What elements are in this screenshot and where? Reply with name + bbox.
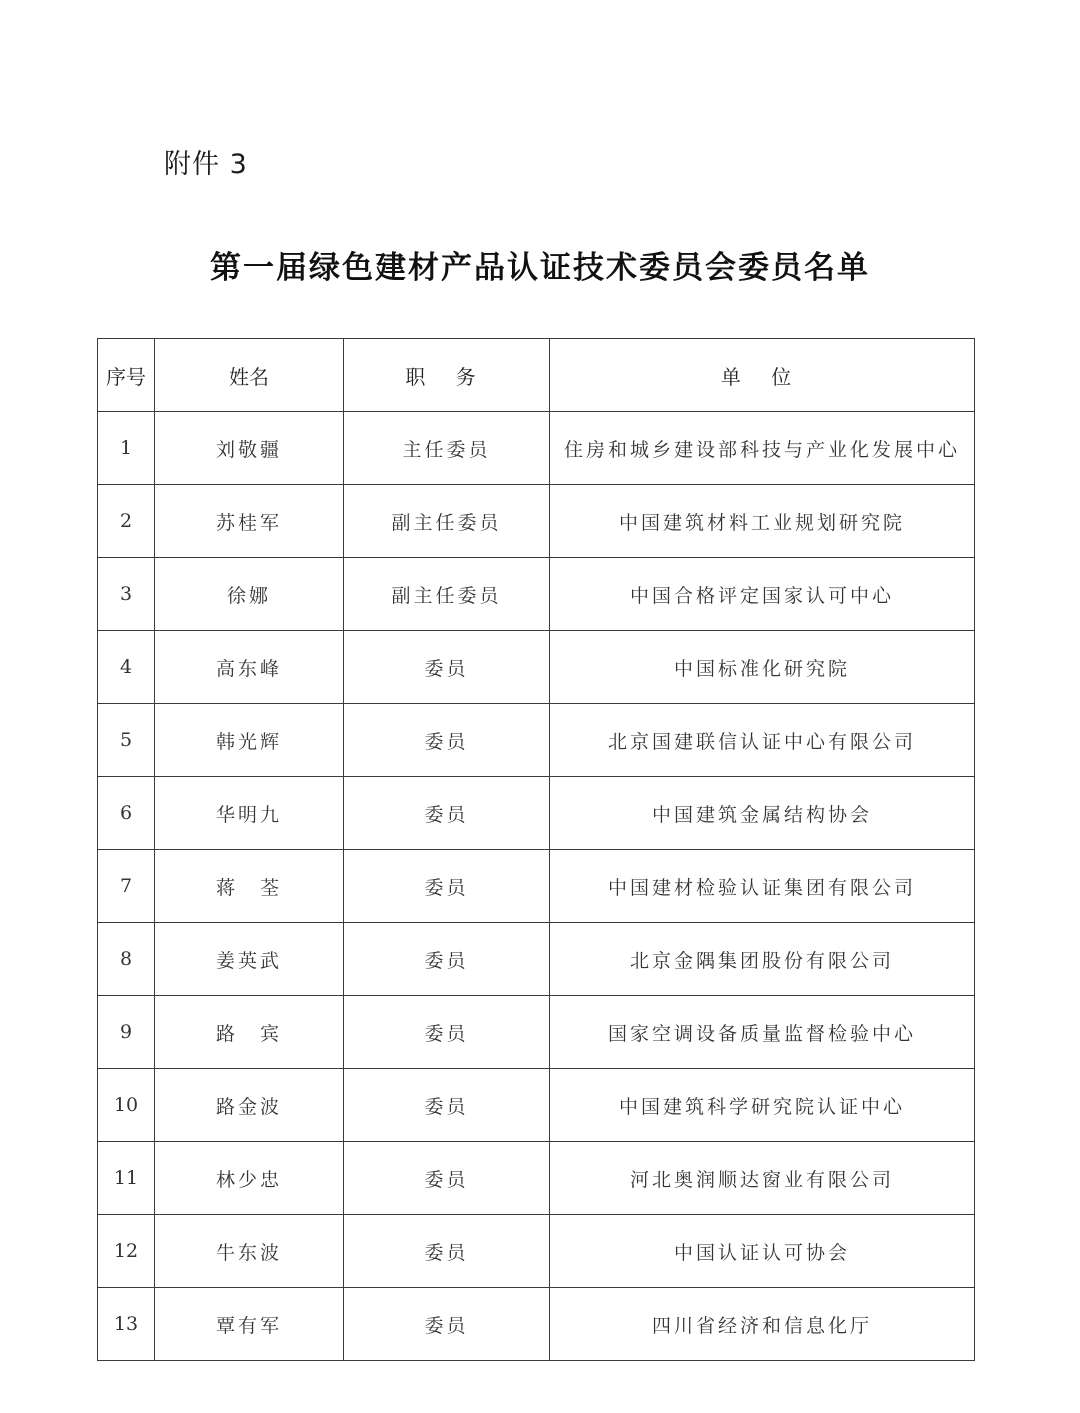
cell-no: 1 <box>98 412 155 485</box>
cell-role: 主任委员 <box>344 412 550 485</box>
cell-name: 华明九 <box>155 777 344 850</box>
cell-name: 牛东波 <box>155 1215 344 1288</box>
table-row <box>98 1142 975 1215</box>
cell-unit: 国家空调设备质量监督检验中心 <box>550 996 975 1069</box>
table-row <box>98 1069 975 1142</box>
cell-unit: 住房和城乡建设部科技与产业化发展中心 <box>550 412 975 485</box>
committee-members-table <box>97 338 975 1361</box>
table-row <box>98 558 975 631</box>
table-header-row <box>98 339 975 412</box>
cell-role: 委员 <box>344 777 550 850</box>
cell-role: 委员 <box>344 996 550 1069</box>
table-row <box>98 704 975 777</box>
cell-role: 委员 <box>344 1142 550 1215</box>
table-row <box>98 412 975 485</box>
cell-role: 副主任委员 <box>344 558 550 631</box>
cell-unit: 中国建筑金属结构协会 <box>550 777 975 850</box>
cell-unit: 北京国建联信认证中心有限公司 <box>550 704 975 777</box>
cell-name: 高东峰 <box>155 631 344 704</box>
cell-name: 徐娜 <box>155 558 344 631</box>
table-row <box>98 485 975 558</box>
attachment-label: 附件 3 <box>164 149 248 180</box>
cell-name: 覃有军 <box>155 1288 344 1361</box>
header-role: 职 务 <box>344 339 550 412</box>
header-unit: 单 位 <box>550 339 975 412</box>
cell-role: 委员 <box>344 1069 550 1142</box>
table-row <box>98 996 975 1069</box>
document-title: 第一届绿色建材产品认证技术委员会委员名单 <box>210 250 870 286</box>
table-row <box>98 1215 975 1288</box>
cell-no: 9 <box>98 996 155 1069</box>
cell-unit: 中国建材检验认证集团有限公司 <box>550 850 975 923</box>
cell-no: 12 <box>98 1215 155 1288</box>
cell-unit: 北京金隅集团股份有限公司 <box>550 923 975 996</box>
cell-role: 委员 <box>344 631 550 704</box>
cell-name: 苏桂军 <box>155 485 344 558</box>
table-row <box>98 850 975 923</box>
cell-name: 路金波 <box>155 1069 344 1142</box>
cell-no: 2 <box>98 485 155 558</box>
cell-no: 6 <box>98 777 155 850</box>
cell-unit: 中国建筑科学研究院认证中心 <box>550 1069 975 1142</box>
cell-role: 委员 <box>344 923 550 996</box>
cell-no: 5 <box>98 704 155 777</box>
cell-unit: 中国标准化研究院 <box>550 631 975 704</box>
header-no: 序号 <box>98 339 155 412</box>
cell-unit: 中国合格评定国家认可中心 <box>550 558 975 631</box>
cell-name: 韩光辉 <box>155 704 344 777</box>
cell-name: 蒋 荃 <box>155 850 344 923</box>
cell-unit: 中国认证认可协会 <box>550 1215 975 1288</box>
cell-role: 委员 <box>344 1288 550 1361</box>
cell-name: 林少忠 <box>155 1142 344 1215</box>
cell-role: 委员 <box>344 704 550 777</box>
cell-no: 8 <box>98 923 155 996</box>
cell-role: 副主任委员 <box>344 485 550 558</box>
cell-name: 姜英武 <box>155 923 344 996</box>
cell-name: 刘敬疆 <box>155 412 344 485</box>
cell-no: 3 <box>98 558 155 631</box>
cell-name: 路 宾 <box>155 996 344 1069</box>
table-row <box>98 1288 975 1361</box>
cell-no: 4 <box>98 631 155 704</box>
cell-no: 11 <box>98 1142 155 1215</box>
table-row <box>98 777 975 850</box>
cell-no: 13 <box>98 1288 155 1361</box>
cell-unit: 河北奥润顺达窗业有限公司 <box>550 1142 975 1215</box>
table-row <box>98 923 975 996</box>
cell-unit: 四川省经济和信息化厅 <box>550 1288 975 1361</box>
header-name: 姓名 <box>155 339 344 412</box>
table-row <box>98 631 975 704</box>
cell-unit: 中国建筑材料工业规划研究院 <box>550 485 975 558</box>
cell-no: 10 <box>98 1069 155 1142</box>
cell-role: 委员 <box>344 850 550 923</box>
cell-no: 7 <box>98 850 155 923</box>
cell-role: 委员 <box>344 1215 550 1288</box>
